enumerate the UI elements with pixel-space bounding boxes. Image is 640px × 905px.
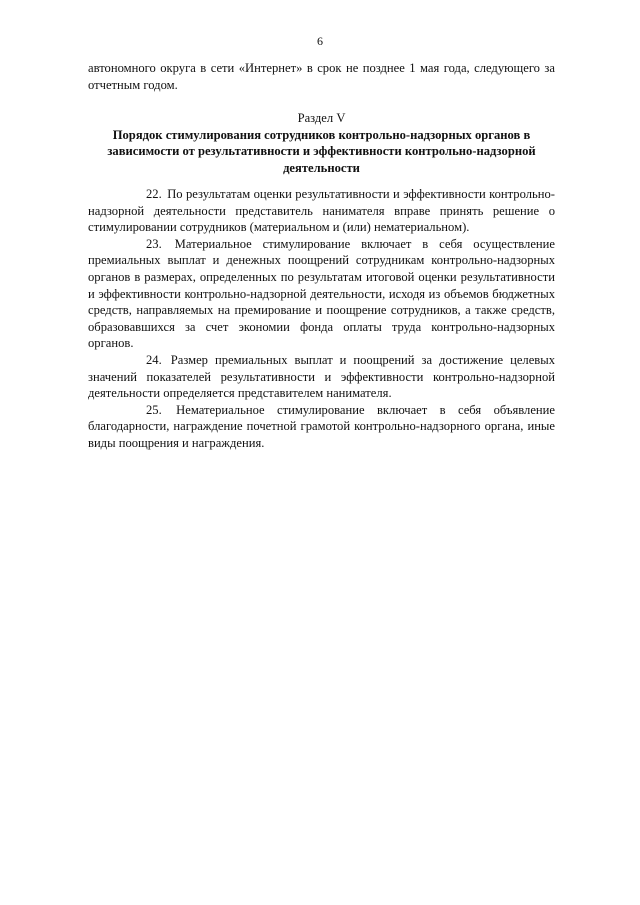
paragraph-number: 25. [146,402,162,417]
paragraph-text: Материальное стимулирование включает в себя осуществление премиальных выплат и денежных поощрений сотрудникам контрольно-надзорных органов в размерах, определенных по результатам итоговой оценки результативности и эффективности контрольно-надзорной деятельности, исходя из объемов бюджетных средств, направляемых на премирование и поощрение сотрудников, а также средств, образовавшихся за счет экономии фонда оплаты труда контрольно-надзорных органов. [88,236,555,351]
paragraph-23 [88,236,555,352]
paragraph-number: 22. [146,187,162,201]
section-body [88,186,555,452]
section-header [80,110,563,176]
paragraph-text: Размер премиальных выплат и поощрений за достижение целевых значений показателей результативности и эффективности контрольно-надзорной деятельности определяется представителем нанимателя. [88,352,555,401]
paragraph-25 [88,402,555,452]
section-title: Порядок стимулирования сотрудников контрольно-надзорных органов в зависимости от результативности и эффективности контрольно-надзорной деятельности [107,127,536,175]
paragraph-24 [88,352,555,402]
paragraph-text: По результатам оценки результативности и эффективности контрольно-надзорной деятельности представитель нанимателя вправе принять решение о стимулировании сотрудников (материальном и (или) нематериальном). [88,187,555,235]
paragraph-text: Нематериальное стимулирование включает в себя объявление благодарности, награждение почетной грамотой контрольно-надзорного органа, иные виды поощрения и награждения. [88,402,555,450]
section-label: Раздел V [297,111,346,125]
paragraph-number: 24. [146,352,162,367]
page-number: 6 [317,34,323,48]
paragraph-22 [88,186,555,236]
paragraph-number: 23. [146,236,162,251]
continuation-paragraph: автономного округа в сети «Интернет» в срок не позднее 1 мая года, следующего за отчетным годом. [88,61,555,92]
